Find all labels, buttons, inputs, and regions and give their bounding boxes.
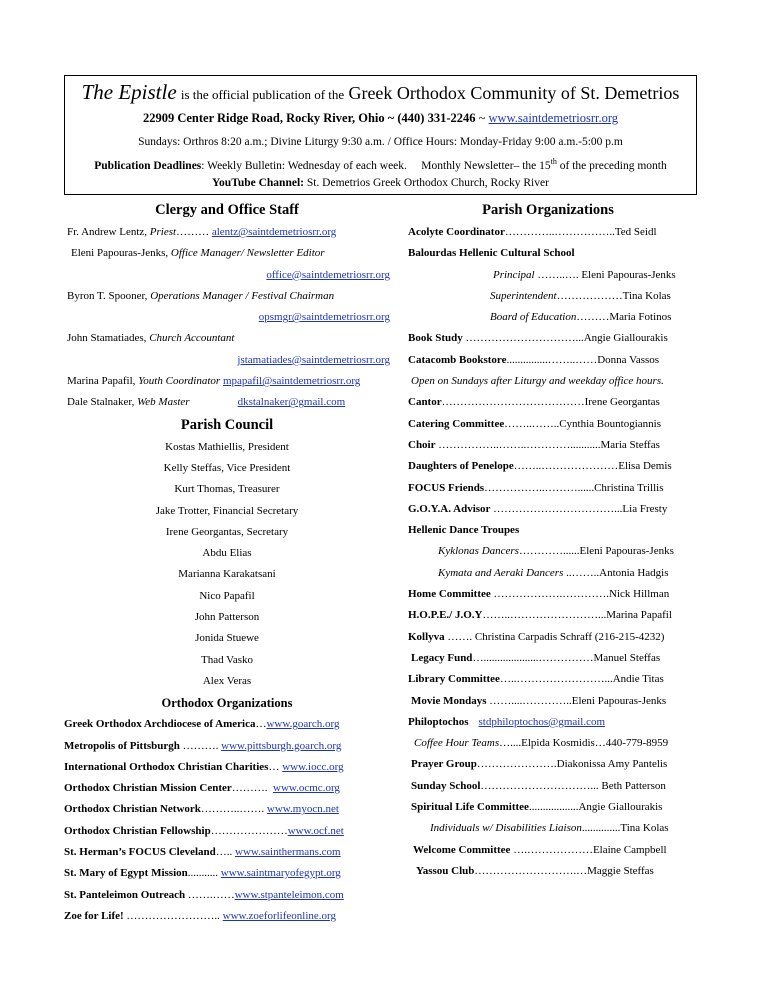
orthodox-row xyxy=(64,736,390,757)
contact-name: Elaine Campbell xyxy=(592,843,667,856)
leader-dots: ..…….. xyxy=(563,566,600,579)
leader-dots: ……… xyxy=(176,226,210,238)
clergy-row-office-manager xyxy=(64,243,390,264)
org-label: Superintendent xyxy=(490,289,557,302)
parish-row-kymata xyxy=(408,563,688,584)
email-link[interactable]: dkstalnaker@gmail.com xyxy=(237,396,346,409)
publication-intro: is the official publication of the xyxy=(180,87,345,102)
clergy-role: Youth Coordinator xyxy=(138,375,221,388)
parish-row-choir xyxy=(408,435,688,456)
org-label: Legacy Fund xyxy=(411,651,473,664)
org-label: Kyklonas Dancers xyxy=(438,545,519,558)
org-label: Kymata and Aeraki Dancers xyxy=(438,566,564,579)
contact-name: Tina Kolas xyxy=(622,289,671,302)
clergy-heading: Clergy and Office Staff xyxy=(155,202,299,218)
separator: ~ xyxy=(478,111,486,125)
contact-name: Eleni Papouras-Jenks xyxy=(571,694,667,707)
contact-name: Eleni Papouras-Jenks xyxy=(579,545,674,558)
parish-row-goya xyxy=(408,499,688,520)
clergy-row-office-email xyxy=(64,265,390,286)
orthodox-row xyxy=(64,863,390,884)
parish-row-bookstore xyxy=(408,350,688,371)
clergy-name: Byron T. Spooner, xyxy=(67,289,148,302)
org-label: H.O.P.E./ J.O.Y xyxy=(408,609,483,622)
leader-dots: ………………………………… xyxy=(441,396,585,409)
parish-row-disabilities xyxy=(408,818,688,839)
council-member: Alex Veras xyxy=(202,674,252,687)
org-label: Individuals w/ Disabilities Liaison xyxy=(430,822,582,835)
org-link[interactable]: www.iocc.org xyxy=(282,760,344,773)
org-name: Zoe for Life! xyxy=(64,909,124,922)
org-label: Board of Education xyxy=(490,311,577,324)
clergy-name: Eleni Papouras-Jenks, xyxy=(71,247,169,260)
org-link[interactable]: www.saintmaryofegypt.org xyxy=(220,867,341,880)
youtube-channel xyxy=(65,177,696,189)
org-label: Prayer Group xyxy=(411,758,477,771)
org-name: Orthodox Christian Fellowship xyxy=(64,824,211,837)
email-link[interactable]: office@saintdemetriosrr.org xyxy=(266,268,390,281)
org-link[interactable]: www.stpanteleimon.com xyxy=(234,888,344,901)
masthead-title-line xyxy=(65,80,696,105)
council-member: Nico Papafil xyxy=(199,589,255,602)
council-member: Jake Trotter, Financial Secretary xyxy=(155,504,299,517)
org-link[interactable]: www.ocf.net xyxy=(287,824,344,837)
org-name: Orthodox Christian Mission Center xyxy=(64,782,232,795)
orthodox-row xyxy=(64,842,390,863)
org-label: Home Committee xyxy=(408,588,491,601)
org-label: Spiritual Life Committee xyxy=(411,801,529,814)
leader-dots: .............. xyxy=(581,822,621,835)
contact-name: Nick Hillman xyxy=(609,588,670,601)
org-name: St. Mary of Egypt Mission xyxy=(64,867,188,880)
deadlines-sup: th xyxy=(550,157,557,166)
parish-row-dance: Hellenic Dance Troupes xyxy=(408,524,520,537)
parish-row-philoptochos xyxy=(408,712,688,733)
clergy-name: Fr. Andrew Lentz, xyxy=(67,226,148,238)
parish-row-movie xyxy=(408,691,688,712)
leader-dots: …………...... xyxy=(518,545,580,558)
clergy-role: Office Manager/ Newsletter Editor xyxy=(170,247,325,260)
org-label: Choir xyxy=(408,438,436,451)
org-label: Book Study xyxy=(408,332,463,345)
leader-dots: ........... xyxy=(187,867,221,880)
leader-dots: ……………..……..…………........... xyxy=(435,438,601,451)
leader-dots: … xyxy=(268,760,283,773)
orthodox-row xyxy=(64,906,390,927)
leader-dots: … xyxy=(255,718,267,731)
leader-dots: ……………………………... xyxy=(490,502,623,515)
contact-name: Eleni Papouras-Jenks xyxy=(581,268,676,281)
email-link[interactable]: stdphiloptochos@gmail.com xyxy=(478,715,606,728)
orthodox-row xyxy=(64,757,390,778)
leader-dots: ……..………………… xyxy=(513,460,619,473)
parish-row-bookstore-hours: Open on Sundays after Liturgy and weekday office hours. xyxy=(411,375,664,388)
council-member: Thad Vasko xyxy=(200,653,254,666)
orthodox-row xyxy=(64,714,390,735)
contact-name: Maggie Steffas xyxy=(587,864,654,877)
leader-dots: ………. xyxy=(231,782,273,795)
org-link[interactable]: www.pittsburgh.goarch.org xyxy=(221,739,342,752)
contact-name: Donna Vassos xyxy=(597,353,660,366)
org-label: Yassou Club xyxy=(416,864,475,877)
org-name: International Orthodox Christian Charities xyxy=(64,760,269,773)
leader-dots: ………………… xyxy=(210,824,288,837)
address-line xyxy=(65,111,696,126)
parish-row-superintendent xyxy=(408,286,688,307)
org-label: Welcome Committee xyxy=(413,843,511,856)
leader-dots: …………..…………….. xyxy=(504,226,615,238)
clergy-name: John Stamatiades, xyxy=(67,332,147,345)
contact-name: Angie Giallourakis xyxy=(578,801,663,814)
leader-dots: ……… xyxy=(576,311,610,324)
clergy-row-youth xyxy=(64,371,390,392)
org-link[interactable]: www.zoeforlifeonline.org xyxy=(222,909,336,922)
parish-row-spiritual xyxy=(408,797,688,818)
contact-name: Christina Carpadis Schraff (216-215-4232) xyxy=(474,630,665,643)
leader-dots: ………. xyxy=(179,739,222,752)
email-link[interactable]: alentz@saintdemetriosrr.org xyxy=(211,226,337,238)
leader-dots: ……..…….. xyxy=(504,417,560,430)
parish-row-penelope xyxy=(408,456,688,477)
leader-dots: ….... xyxy=(499,737,522,750)
clergy-role: Church Accountant xyxy=(149,332,235,345)
org-label: Philoptochos xyxy=(408,715,469,728)
clergy-name: Dale Stalnaker, xyxy=(67,396,135,409)
contact-name: Andie Titas xyxy=(612,673,664,686)
address: 22909 Center Ridge Road, Rocky River, Ohio ~ xyxy=(142,111,395,125)
council-member: Kelly Steffas, Vice President xyxy=(163,461,291,474)
parish-row-welcome xyxy=(408,840,688,861)
contact-name: Lia Fresty xyxy=(622,502,668,515)
org-label: Library Committee xyxy=(408,673,500,686)
masthead-box xyxy=(64,75,697,195)
org-name: Metropolis of Pittsburgh xyxy=(64,739,180,752)
org-name: St. Herman’s FOCUS Cleveland xyxy=(64,846,216,859)
contact-name: Christina Trillis xyxy=(594,481,664,494)
org-name: Orthodox Christian Network xyxy=(64,803,201,816)
organization-name: Greek Orthodox Community of St. Demetrios xyxy=(348,83,680,103)
parish-row-kollyva xyxy=(408,627,688,648)
org-label: Cantor xyxy=(408,396,442,409)
org-link[interactable]: www.goarch.org xyxy=(266,718,340,731)
contact-name: Marina Papafil xyxy=(606,609,672,622)
contact-name: Beth Patterson xyxy=(601,779,666,792)
youtube-text: St. Demetrios Greek Orthodox Church, Rocky River xyxy=(303,177,549,189)
leader-dots: .................. xyxy=(528,801,579,814)
leader-dots: …………………….. xyxy=(123,909,223,922)
council-member: Jonida Stuewe xyxy=(195,632,259,645)
council-heading: Parish Council xyxy=(180,416,274,433)
email-link[interactable]: jstamatiades@saintdemetriosrr.org xyxy=(237,353,390,366)
clergy-role: Priest xyxy=(149,226,177,238)
council-member: Kurt Thomas, Treasurer xyxy=(174,483,280,496)
council-member: Abdu Elias xyxy=(202,547,252,560)
leader-dots: ……..……………………... xyxy=(482,609,607,622)
leader-dots: …………………………... xyxy=(462,332,584,345)
clergy-row-webmaster xyxy=(64,392,390,413)
clergy-row-operations-email xyxy=(64,307,390,328)
org-label: FOCUS Friends xyxy=(408,481,485,494)
council-member: John Patterson xyxy=(194,611,260,624)
org-name: Greek Orthodox Archdiocese of America xyxy=(64,718,256,731)
contact-name: Maria Steffas xyxy=(600,438,660,451)
org-name: St. Panteleimon Outreach xyxy=(64,888,186,901)
council-member: Kostas Mathiellis, President xyxy=(165,440,289,453)
council-member: Irene Georgantas, Secretary xyxy=(165,525,289,538)
parish-row-yassou xyxy=(408,861,688,882)
contact-name: Maria Fotinos xyxy=(609,311,672,324)
contact-name: Elisa Demis xyxy=(618,460,672,473)
orthodox-row xyxy=(64,821,390,842)
orthodox-heading: Orthodox Organizations xyxy=(161,696,293,711)
contact-name: Ted Seidl xyxy=(614,226,657,238)
right-column xyxy=(408,200,688,882)
parish-row-hope-joy xyxy=(408,605,688,626)
contact-name: Angie Giallourakis xyxy=(583,332,668,345)
leader-dots: ……………………….… xyxy=(474,864,588,877)
parish-row-coffee xyxy=(408,733,688,754)
leader-dots: …..……………………... xyxy=(499,673,613,686)
org-label: Acolyte Coordinator xyxy=(408,226,505,238)
leader-dots: ……………..………...... xyxy=(484,481,595,494)
deadlines-label: Publication Deadlines xyxy=(94,159,202,172)
parish-row-book-study xyxy=(408,328,688,349)
clergy-row-accountant xyxy=(64,328,390,349)
leader-dots: ….……………… xyxy=(510,843,593,856)
orthodox-row xyxy=(64,885,390,906)
leader-dots: ...............……..…… xyxy=(506,353,598,366)
parish-row-board xyxy=(408,307,688,328)
clergy-role: Web Master xyxy=(137,396,190,409)
org-label: Catering Committee xyxy=(408,417,505,430)
orthodox-row xyxy=(64,799,390,820)
contact-name: Manuel Steffas xyxy=(593,651,661,664)
leader-dots: ……………… xyxy=(556,289,623,302)
parish-row-acolyte xyxy=(408,222,688,243)
phone: (440) 331-2246 xyxy=(397,111,476,125)
org-label: Sunday School xyxy=(411,779,481,792)
clergy-role: Operations Manager / Festival Chairman xyxy=(150,289,335,302)
parish-row-library xyxy=(408,669,688,690)
orthodox-row xyxy=(64,778,390,799)
contact-name: Antonia Hadgis xyxy=(599,566,669,579)
org-label: G.O.Y.A. Advisor xyxy=(408,502,491,515)
leader-dots: ……………….…………. xyxy=(490,588,610,601)
org-label: Catacomb Bookstore xyxy=(408,353,507,366)
parish-row-balourdas: Balourdas Hellenic Cultural School xyxy=(408,247,575,260)
parish-row-focus-friends xyxy=(408,478,688,499)
org-label: Coffee Hour Teams xyxy=(414,737,500,750)
parish-row-catering xyxy=(408,414,688,435)
parish-row-kyklonas xyxy=(408,541,688,562)
leader-dots: …………………………... xyxy=(480,779,602,792)
email-link[interactable]: opsmgr@saintdemetriosrr.org xyxy=(258,311,390,324)
org-link[interactable]: www.myocn.net xyxy=(266,803,339,816)
contact-name: Diakonissa Amy Pantelis xyxy=(556,758,668,771)
leader-dots: …………………. xyxy=(476,758,557,771)
leader-dots: ……....………….. xyxy=(486,694,572,707)
contact-name: Cynthia Bountogiannis xyxy=(559,417,661,430)
parish-row-legacy xyxy=(408,648,688,669)
leader-dots: ……. xyxy=(444,630,475,643)
youtube-label: YouTube Channel: xyxy=(212,177,304,189)
leader-dots: …....................…………… xyxy=(472,651,594,664)
org-label: Daughters of Penelope xyxy=(408,460,514,473)
contact-name: Irene Georgantas xyxy=(584,396,660,409)
email-link[interactable]: mpapafil@saintdemetriosrr.org xyxy=(222,375,361,388)
website-link[interactable]: www.saintdemetriosrr.org xyxy=(488,111,619,125)
org-label: Kollyva xyxy=(408,630,445,643)
parish-row-sunday-school xyxy=(408,776,688,797)
left-column xyxy=(64,200,390,927)
leader-dots: ….. xyxy=(215,846,236,859)
deadlines-end: of the preceding month xyxy=(556,159,667,172)
leader-dots: ……..…. xyxy=(534,268,582,281)
org-link[interactable]: www.ocmc.org xyxy=(273,782,340,795)
service-hours: Sundays: Orthros 8:20 a.m.; Divine Liturgy 9:30 a.m. / Office Hours: Monday-Friday 9:00 a.m.-5:00 p.m xyxy=(138,136,623,148)
parish-heading: Parish Organizations xyxy=(482,202,614,218)
parish-row-home xyxy=(408,584,688,605)
contact-name: Elpida Kosmidis…440-779-8959 xyxy=(521,737,669,750)
clergy-row-accountant-email xyxy=(64,350,390,371)
contact-name: Tina Kolas xyxy=(620,822,669,835)
clergy-name: Marina Papafil, xyxy=(67,375,136,388)
council-member: Marianna Karakatsani xyxy=(178,568,276,581)
deadlines-text: : Weekly Bulletin: Wednesday of each week. Monthly Newsletter– the 15 xyxy=(201,159,551,172)
clergy-row-operations xyxy=(64,286,390,307)
parish-row-principal xyxy=(408,265,688,286)
leader-dots: ………..……. xyxy=(200,803,267,816)
org-label: Movie Mondays xyxy=(411,694,487,707)
publication-deadlines xyxy=(65,157,696,172)
clergy-row-priest xyxy=(64,222,390,243)
org-link[interactable]: www.sainthermans.com xyxy=(235,846,341,859)
parish-row-cantor xyxy=(408,392,688,413)
publication-title: The Epistle xyxy=(81,80,177,104)
org-label: Principal xyxy=(493,268,535,281)
leader-dots: …….…… xyxy=(185,888,235,901)
parish-row-prayer xyxy=(408,754,688,775)
